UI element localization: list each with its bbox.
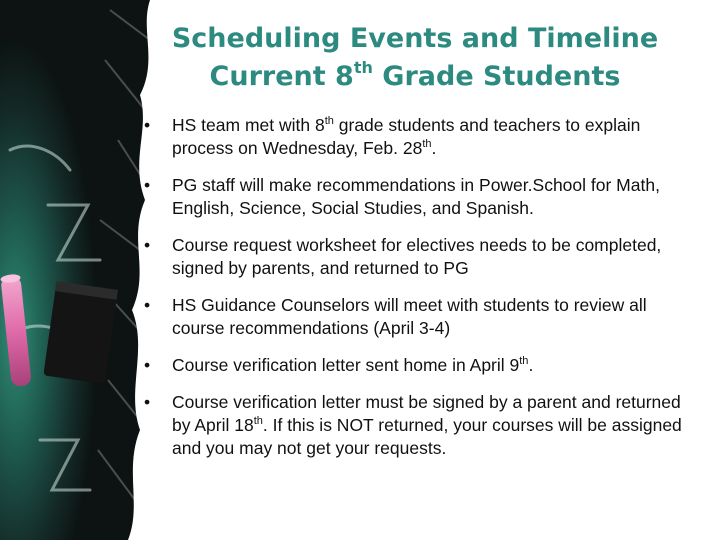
bullet-2-text: PG staff will make recommendations in Power.School for Math, English, Science, Social Studies, and Spanish. bbox=[172, 175, 660, 218]
title-line-2-post: Grade Students bbox=[372, 61, 621, 92]
bullet-6-post: . If this is NOT returned, your courses will be assigned and you may not get your requests. bbox=[172, 415, 682, 458]
title-line-2-pre: Current 8 bbox=[209, 61, 354, 92]
title-ordinal-sup: th bbox=[353, 58, 373, 77]
bullet-5-post: . bbox=[528, 355, 534, 375]
bullet-5-sup: th bbox=[519, 355, 529, 368]
bullet-item bbox=[142, 174, 687, 220]
bullet-1-pre: HS team met with 8 bbox=[172, 115, 325, 135]
bullet-item bbox=[142, 391, 687, 460]
bullet-6-pre: Course verification letter must be signed by a parent and returned by April 18 bbox=[172, 392, 681, 435]
bullet-5-pre: Course verification letter sent home in April 9 bbox=[172, 355, 520, 375]
bullet-list bbox=[142, 114, 687, 474]
bullet-4-text: HS Guidance Counselors will meet with students to review all course recommendations (April 3-4) bbox=[172, 295, 647, 338]
bullet-item bbox=[142, 234, 687, 280]
bullet-1-sup2: th bbox=[422, 138, 432, 151]
bullet-6-sup: th bbox=[253, 415, 263, 428]
title-line-2 bbox=[150, 58, 680, 96]
bullet-1-post: . bbox=[431, 138, 437, 158]
slide-title bbox=[150, 20, 680, 96]
bullet-item bbox=[142, 294, 687, 340]
bullet-1-mid: grade students and teachers to explain process on Wednesday, Feb. 28 bbox=[172, 115, 641, 158]
bullet-1-sup1: th bbox=[324, 115, 334, 128]
bullet-3-text: Course request worksheet for electives needs to be completed, signed by parents, and returned to PG bbox=[172, 235, 662, 278]
bullet-item bbox=[142, 114, 687, 160]
bullet-item bbox=[142, 354, 687, 377]
title-line-1: Scheduling Events and Timeline bbox=[171, 23, 659, 54]
